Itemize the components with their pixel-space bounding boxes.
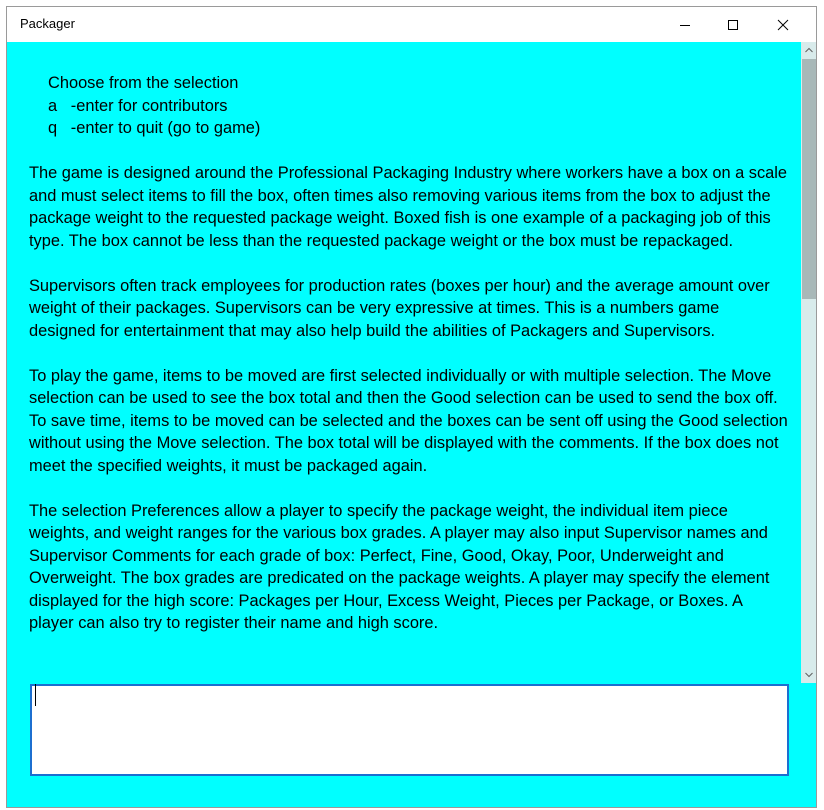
menu-label: -enter to quit (go to game) <box>70 119 261 137</box>
menu-key: a <box>48 96 58 115</box>
close-icon <box>777 19 789 31</box>
scroll-up-button[interactable] <box>801 42 817 58</box>
menu-label: -enter for contributors <box>70 96 228 115</box>
scroll-down-button[interactable] <box>801 667 817 683</box>
scroll-down-icon <box>805 672 813 678</box>
paragraph-preferences: The selection Preferences allow a player to specify the package weight, the individual item piece weights, and weight ranges for the various box grades. A player may also input Supervisor names and Supervisor Comments for each grade of box: Perfect, Fine, Good, Okay, Poor, Underweight and Overweight. The box grades are predicated on the package weights. A player may specify the element displayed for the high score: Packages per Hour, Excess Weight, Pieces per Package, or Boxes. A player can also try to register their name and high score. <box>29 501 770 632</box>
paragraph-supervisors: Supervisors often track employees for production rates (boxes per hour) and the average amount over weight of their packages. Supervisors can be very expressive at times. This is a numbers game designed for entertainment that may also help build the abilities of Packagers and Supervisors. <box>29 276 770 340</box>
paragraph-intro: The game is designed around the Professional Packaging Industry where workers have a box on a scale and must select items to fill the box, often times also removing various items from the box to adjust the package weight to the requested package weight. Boxed fish is one example of a packaging job of this type. The box cannot be less than the requested package weight or the box must be repackaged. <box>29 164 788 250</box>
menu-header: Choose from the selection <box>48 74 239 92</box>
scrollbar-thumb[interactable] <box>802 59 816 299</box>
close-button[interactable] <box>759 7 807 42</box>
menu-block <box>29 72 789 140</box>
title-bar[interactable] <box>7 7 816 42</box>
paragraph-how-to-play: To play the game, items to be moved are first selected individually or with multiple selection. The Move selection can be used to see the box total and then the Good selection can be used to send the box off. To save time, items to be moved can be selected and the boxes can be sent off using the Good selection without using the Move selection. The box total will be displayed with the comments. If the box does not meet the specified weights, it must be packaged again. <box>29 366 788 475</box>
vertical-scrollbar[interactable] <box>801 42 817 683</box>
scroll-up-icon <box>805 47 813 53</box>
window-title: Packager <box>20 16 75 31</box>
minimize-button[interactable] <box>661 7 709 42</box>
text-caret <box>35 684 36 706</box>
minimize-icon <box>679 19 691 31</box>
menu-key: q <box>48 119 58 137</box>
output-text-area[interactable] <box>7 42 800 682</box>
menu-item-a <box>48 95 789 118</box>
menu-item-q <box>48 117 789 140</box>
command-input[interactable] <box>30 684 789 776</box>
app-window <box>6 6 817 808</box>
output-text <box>29 72 789 657</box>
maximize-icon <box>727 19 739 31</box>
maximize-button[interactable] <box>709 7 757 42</box>
